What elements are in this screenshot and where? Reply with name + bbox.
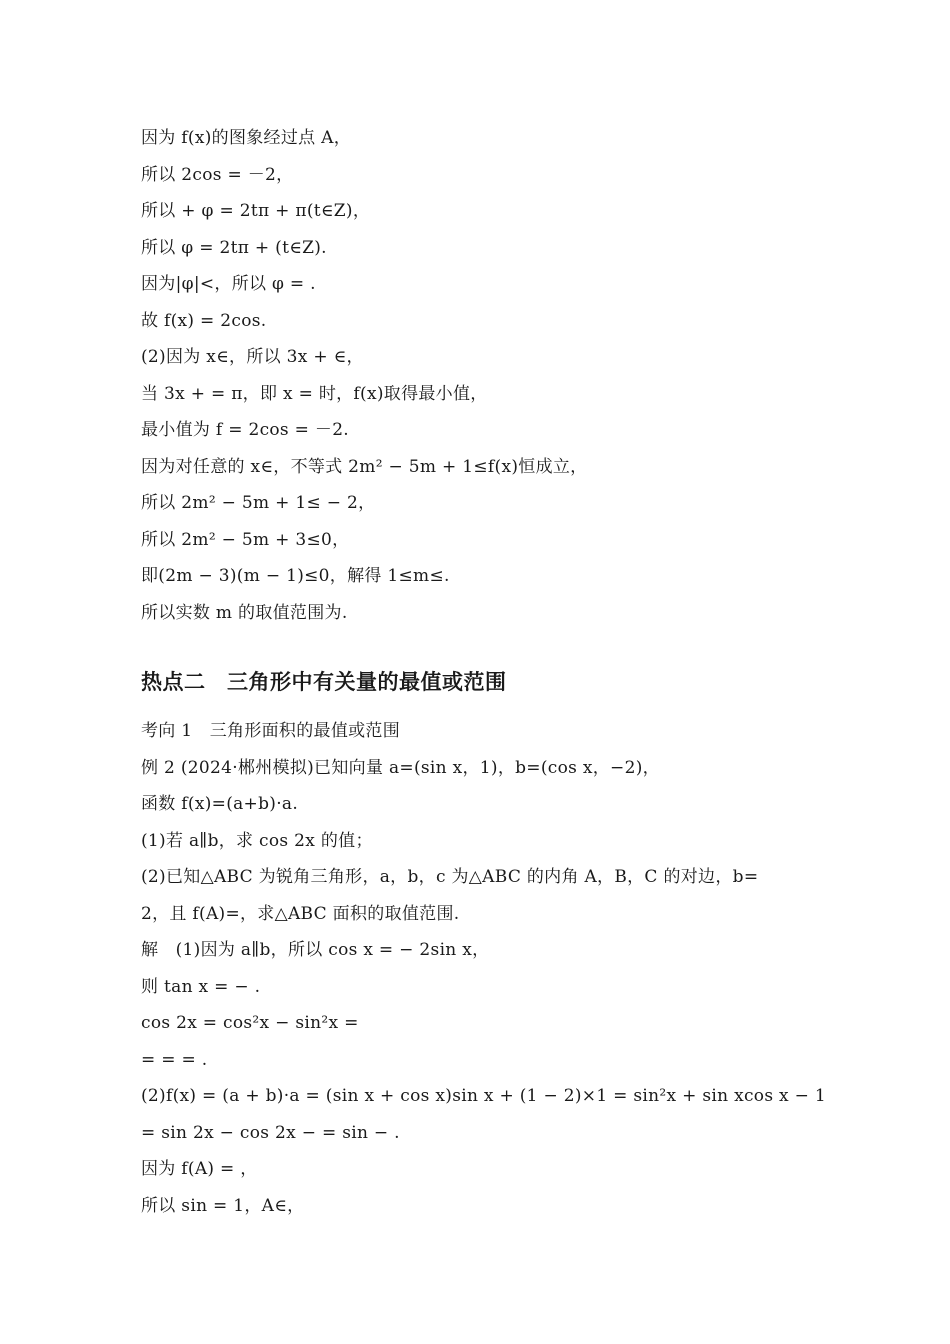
text-line: 因为 f(x)的图象经过点 A， (141, 128, 352, 148)
text-line: 2，且 f(A)=，求△ABC 面积的取值范围. (141, 904, 460, 924)
text-line: = = = . (141, 1050, 208, 1070)
subsection-title: 考向 1 三角形面积的最值或范围 (141, 721, 401, 741)
text-line: 即(2m − 3)(m − 1)≤0，解得 1≤m≤. (141, 566, 450, 586)
text-line: 故 f(x) = 2cos. (141, 311, 267, 331)
text-line: 所以实数 m 的取值范围为. (141, 603, 348, 623)
text-line: cos 2x = cos²x − sin²x = (141, 1013, 359, 1033)
text-line: 因为对任意的 x∈，不等式 2m² − 5m + 1≤f(x)恒成立， (141, 457, 588, 477)
text-line: 所以 + φ = 2tπ + π(t∈Z)， (141, 201, 371, 221)
text-line: 所以 φ = 2tπ + (t∈Z). (141, 238, 327, 258)
example-statement: 例 2 (2024·郴州模拟)已知向量 a=(sin x，1)，b=(cos x，−2)， (141, 758, 660, 778)
text-line: 所以 2m² − 5m + 1≤ − 2， (141, 493, 376, 513)
text-line: 所以 sin = 1，A∈， (141, 1196, 305, 1216)
text-line: 最小值为 f = 2cos = －2. (141, 420, 350, 440)
text-line: 函数 f(x)=(a+b)·a. (141, 794, 299, 814)
text-line: (1)若 a∥b，求 cos 2x 的值； (141, 831, 373, 851)
text-line: 当 3x + = π，即 x = 时，f(x)取得最小值， (141, 384, 488, 404)
text-line: (2)因为 x∈，所以 3x + ∈， (141, 347, 364, 367)
text-line: 因为|φ|<，所以 φ = . (141, 274, 316, 294)
text-line: 则 tan x = − . (141, 977, 261, 997)
section-heading: 热点二 三角形中有关量的最值或范围 (141, 669, 507, 694)
text-line: (2)已知△ABC 为锐角三角形，a，b，c 为△ABC 的内角 A，B，C 的对边，b= (141, 867, 759, 887)
text-line: 所以 2cos = －2， (141, 165, 294, 185)
solution-label: 解 (1)因为 a∥b，所以 cos x = − 2sin x， (141, 940, 490, 960)
text-line: (2)f(x) = (a + b)·a = (sin x + cos x)sin x + (1 − 2)×1 = sin²x + sin xcos x − 1 (141, 1086, 827, 1106)
text-line: 所以 2m² − 5m + 3≤0， (141, 530, 350, 550)
text-line: = sin 2x − cos 2x − = sin − . (141, 1123, 400, 1143)
text-line: 因为 f(A) = ， (141, 1159, 258, 1179)
